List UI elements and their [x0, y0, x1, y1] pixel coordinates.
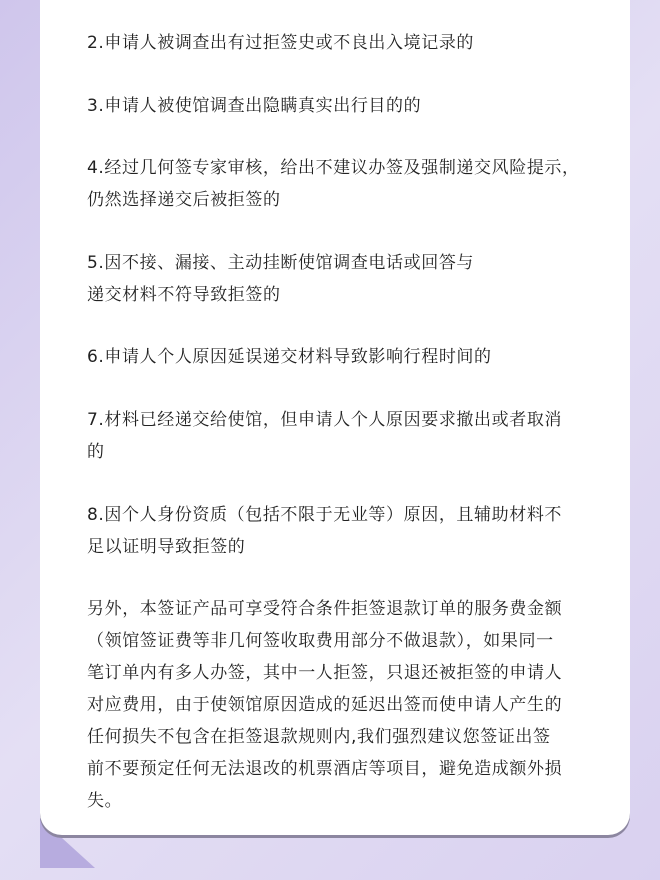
note-line: 对应费用，由于使领馆原因造成的延迟出签而使申请人产生的 [87, 695, 563, 715]
list-item: 3.申请人被使馆调查出隐瞒真实出行目的的 [87, 96, 422, 116]
note-line: 笔订单内有多人办签，其中一人拒签，只退还被拒签的申请人 [87, 663, 563, 683]
note-line: （领馆签证费等非几何签收取费用部分不做退款），如果同一 [87, 631, 554, 651]
list-item: 5.因不接、漏接、主动挂断使馆调查电话或回答与 [87, 253, 475, 273]
note-line: 前不要预定任何无法退改的机票酒店等项目，避免造成额外损 [87, 759, 563, 779]
note-line: 失。 [87, 791, 123, 811]
list-item-continued: 的 [87, 442, 105, 462]
note-line: 另外，本签证产品可享受符合条件拒签退款订单的服务费金额 [87, 599, 563, 619]
list-item: 6.申请人个人原因延误递交材料导致影响行程时间的 [87, 347, 492, 367]
list-item: 7.材料已经递交给使馆，但申请人个人原因要求撤出或者取消 [87, 410, 563, 430]
list-item-continued: 仍然选择递交后被拒签的 [87, 190, 281, 210]
list-item: 4.经过几何签专家审核，给出不建议办签及强制递交风险提示， [87, 158, 580, 178]
list-item: 2.申请人被调查出有过拒签史或不良出入境记录的 [87, 33, 475, 53]
list-item: 8.因个人身份资质（包括不限于无业等）原因，且辅助材料不 [87, 505, 563, 525]
list-item-continued: 足以证明导致拒签的 [87, 537, 246, 557]
note-line: 任何损失不包含在拒签退款规则内,我们强烈建议您签证出签 [87, 727, 551, 747]
list-item-continued: 递交材料不符导致拒签的 [87, 285, 281, 305]
